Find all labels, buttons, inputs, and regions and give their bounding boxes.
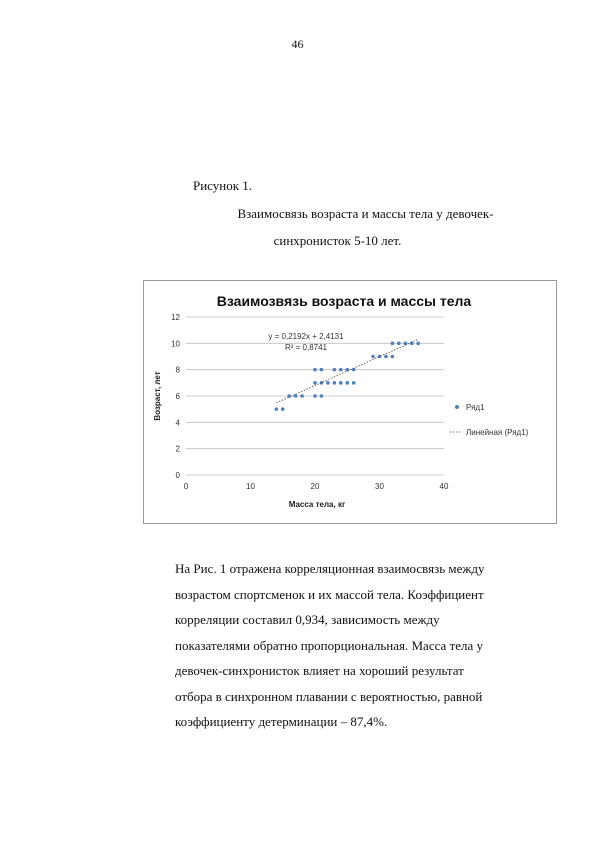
data-point [397, 342, 401, 346]
data-point [404, 342, 408, 346]
x-tick-labels [184, 482, 449, 491]
data-point [339, 368, 343, 372]
page-number: 46 [291, 37, 304, 51]
data-point [313, 381, 317, 385]
data-point [391, 342, 395, 346]
chart-frame [143, 280, 557, 524]
y-tick-label: 0 [175, 471, 180, 480]
data-point [416, 342, 420, 346]
figure-caption: Рисунок 1. [193, 178, 253, 193]
data-point [371, 355, 375, 359]
x-tick-label: 30 [375, 482, 384, 491]
x-tick-label: 10 [246, 482, 255, 491]
y-tick-label: 10 [171, 339, 180, 349]
legend-marker-series [455, 405, 459, 409]
trendline-equation: y = 0,2192x + 2,4131 [268, 332, 344, 341]
data-point [339, 381, 343, 385]
data-point [333, 381, 337, 385]
legend-trendline-label: Линейная (Ряд1) [466, 428, 529, 437]
figure-title-line-1: Взаимосвязь возраста и массы тела у девочек- [237, 206, 494, 221]
data-point [281, 407, 285, 411]
x-tick-label: 40 [439, 482, 449, 491]
paragraph-line: возрастом спортсменок и их массой тела. Коэффициент [175, 586, 484, 602]
y-tick-label: 4 [175, 418, 180, 428]
body-paragraph [175, 556, 535, 735]
y-tick-labels [171, 313, 180, 480]
paragraph-line: показателями обратно пропорциональная. Масса тела у [175, 637, 484, 653]
scatter-chart [144, 281, 556, 523]
y-axis-label: Возраст, лет [153, 371, 162, 421]
data-point [300, 394, 304, 398]
data-point [313, 394, 317, 398]
data-point [313, 368, 317, 372]
trendline-r2: R² = 0,8741 [284, 343, 328, 352]
data-point [384, 355, 388, 359]
figure-title-line-2: синхронисток 5-10 лет. [273, 233, 402, 248]
paragraph-line: корреляции составил 0,934, зависимость между [175, 612, 440, 627]
data-point [320, 394, 324, 398]
data-point [352, 381, 356, 385]
y-tick-label: 6 [175, 392, 180, 401]
data-point [333, 368, 337, 372]
paragraph-line: На Рис. 1 отражена корреляционная взаимосвязь между [175, 561, 485, 576]
x-axis-label: Масса тела, кг [288, 500, 346, 509]
data-point [294, 394, 298, 398]
chart-legend [450, 403, 529, 437]
x-tick-label: 20 [310, 482, 320, 491]
data-point [326, 381, 330, 385]
paragraph-line: коэффициенту детерминации – 87,4%. [175, 714, 388, 729]
y-tick-label: 8 [175, 365, 180, 375]
y-tick-label: 2 [175, 444, 180, 454]
data-point [345, 381, 349, 385]
legend-series-label: Ряд1 [466, 403, 485, 412]
data-point [320, 368, 324, 372]
y-tick-label: 12 [171, 313, 180, 322]
paragraph-line: отбора в синхронном плавании с вероятностью, равной [175, 688, 483, 704]
data-point [275, 407, 279, 411]
x-tick-label: 0 [183, 482, 189, 491]
chart-title: Взаимозвязь возраста и массы тела [216, 293, 472, 309]
data-point [391, 355, 395, 359]
paragraph-line: девочек-синхронисток влияет на хороший результат [175, 663, 464, 678]
